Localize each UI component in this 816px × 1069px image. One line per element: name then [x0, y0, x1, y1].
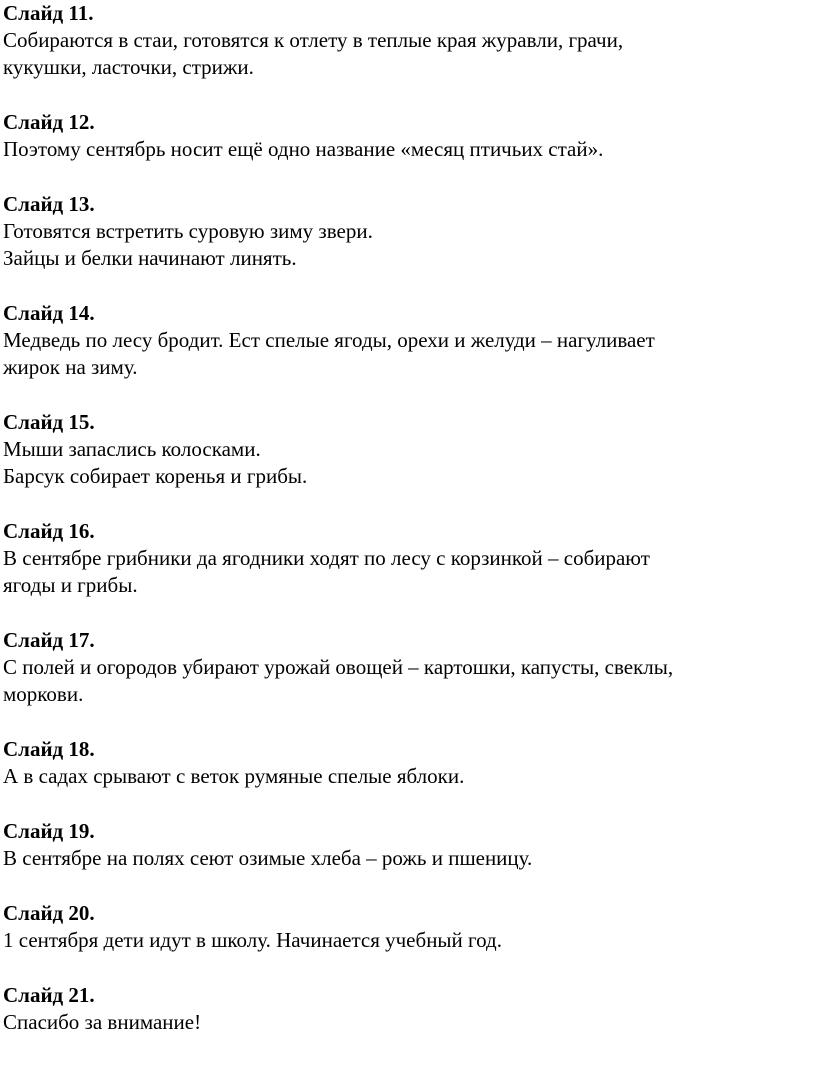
slide-20-text-line-1: 1 сентября дети идут в школу. Начинается учебный год.: [3, 928, 502, 952]
slide-15-text-line-1: Мыши запаслись колосками.: [3, 437, 261, 461]
slide-19-text-line-1: В сентябре на полях сеют озимые хлеба – рожь и пшеницу.: [3, 846, 533, 870]
slide-18-text-line-1: А в садах срывают с веток румяные спелые яблоки.: [3, 764, 465, 788]
slide-20-title: Слайд 20.: [3, 901, 95, 925]
slide-12-text-line-1: Поэтому сентябрь носит ещё одно название «месяц птичьих стай».: [3, 137, 604, 161]
slide-21-section: [3, 982, 809, 1036]
slide-19-title: Слайд 19.: [3, 819, 95, 843]
slide-21-text-line-1: Спасибо за внимание!: [3, 1010, 202, 1034]
slide-14-title: Слайд 14.: [3, 301, 95, 325]
slide-15-text-line-2: Барсук собирает коренья и грибы.: [3, 464, 308, 488]
document-body: [3, 0, 809, 1036]
slide-17-section: [3, 627, 809, 708]
slide-11-title: Слайд 11.: [3, 1, 94, 25]
slide-18-title: Слайд 18.: [3, 737, 95, 761]
slide-12-title: Слайд 12.: [3, 110, 95, 134]
slide-15-section: [3, 409, 809, 490]
slide-11-text-line-1: Собираются в стаи, готовятся к отлету в теплые края журавли, грачи,: [3, 28, 624, 52]
slide-16-section: [3, 518, 809, 599]
slide-15-title: Слайд 15.: [3, 410, 95, 434]
slide-18-section: [3, 736, 809, 790]
slide-12-section: [3, 109, 809, 163]
slide-16-title: Слайд 16.: [3, 519, 95, 543]
slide-14-text-line-1: Медведь по лесу бродит. Ест спелые ягоды, орехи и желуди – нагуливает: [3, 328, 655, 352]
slide-19-section: [3, 818, 809, 872]
slide-11-section: [3, 0, 809, 81]
slide-13-title: Слайд 13.: [3, 192, 95, 216]
slide-17-text-line-2: моркови.: [3, 682, 84, 706]
slide-17-text-line-1: С полей и огородов убирают урожай овощей – картошки, капусты, свеклы,: [3, 655, 674, 679]
slide-20-section: [3, 900, 809, 954]
slide-16-text-line-1: В сентябре грибники да ягодники ходят по лесу с корзинкой – собирают: [3, 546, 650, 570]
slide-21-title: Слайд 21.: [3, 983, 95, 1007]
slide-17-title: Слайд 17.: [3, 628, 95, 652]
slide-16-text-line-2: ягоды и грибы.: [3, 573, 138, 597]
slide-13-text-line-1: Готовятся встретить суровую зиму звери.: [3, 219, 373, 243]
slide-14-text-line-2: жирок на зиму.: [3, 355, 138, 379]
slide-13-text-line-2: Зайцы и белки начинают линять.: [3, 246, 297, 270]
slide-13-section: [3, 191, 809, 272]
slide-14-section: [3, 300, 809, 381]
slide-11-text-line-2: кукушки, ласточки, стрижи.: [3, 55, 254, 79]
